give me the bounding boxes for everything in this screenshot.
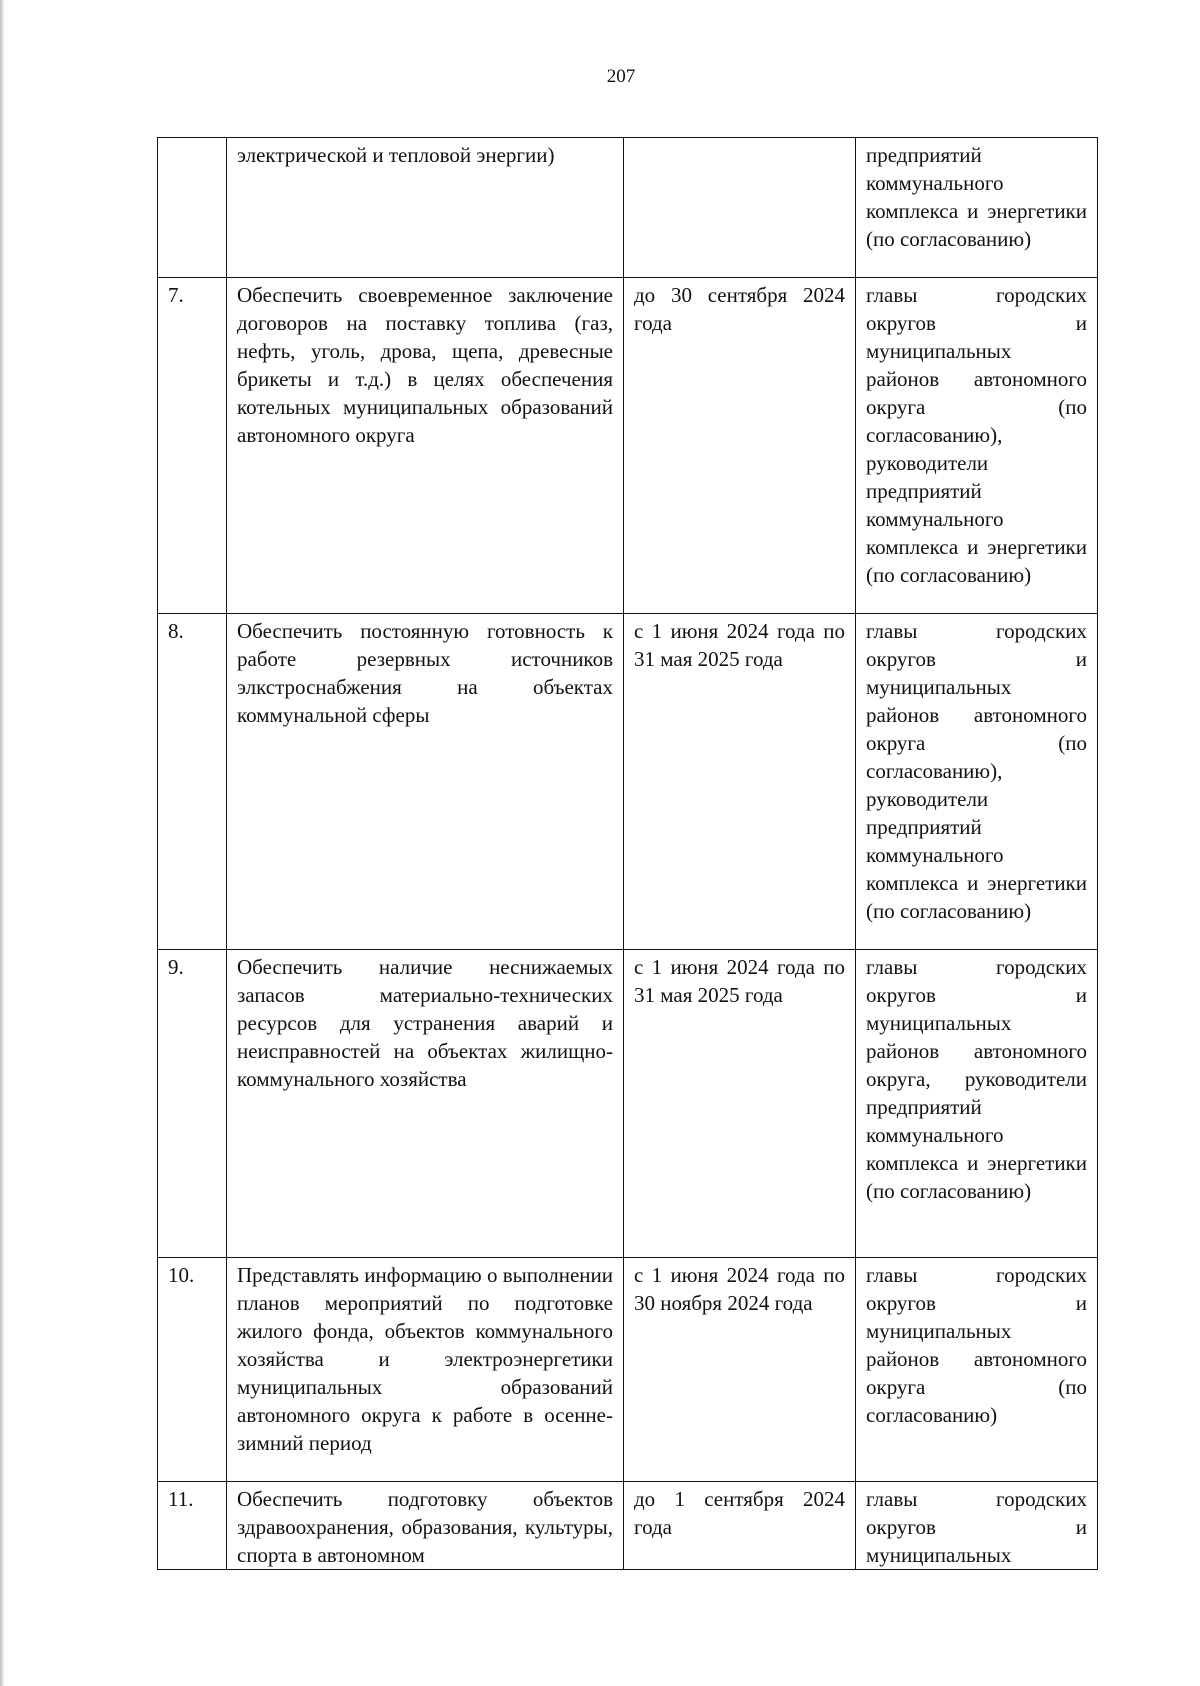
row-number: 10.	[158, 1258, 227, 1482]
measure-term: до 30 сентября 2024 года	[624, 278, 856, 614]
measure-text: Обеспечить наличие неснижаемых запасов материально-технических ресурсов для устранения аварий и неисправностей на объектах жилищно-коммунального хозяйства	[227, 950, 624, 1258]
measure-term: с 1 июня 2024 года по 31 мая 2025 года	[624, 950, 856, 1258]
measure-responsible: главы городских округов и муниципальных районов автономного округа, руководители предприятий коммунального комплекса и энергетики (по согласованию)	[856, 950, 1098, 1258]
table-row	[158, 278, 1098, 614]
table-row	[158, 1482, 1098, 1570]
row-number	[158, 138, 227, 278]
measure-text: электрической и тепловой энергии)	[227, 138, 624, 278]
row-number: 7.	[158, 278, 227, 614]
scan-edge	[0, 0, 5, 1686]
measure-responsible: главы городских округов и муниципальных районов автономного округа (по согласованию), руководители предприятий коммунального комплекса и энергетики (по согласованию)	[856, 278, 1098, 614]
measure-responsible: главы городских округов и муниципальных районов автономного округа (по согласованию), руководители предприятий коммунального комплекса и энергетики (по согласованию)	[856, 614, 1098, 950]
row-number: 11.	[158, 1482, 227, 1570]
measure-term	[624, 138, 856, 278]
table-row	[158, 138, 1098, 278]
table-row	[158, 1258, 1098, 1482]
measure-term: с 1 июня 2024 года по 30 ноября 2024 года	[624, 1258, 856, 1482]
page-number: 207	[606, 66, 636, 87]
measure-text: Обеспечить своевременное заключение договоров на поставку топлива (газ, нефть, уголь, дрова, щепа, древесные брикеты и т.д.) в целях обеспечения котельных муниципальных образований автономного округа	[227, 278, 624, 614]
table-row	[158, 614, 1098, 950]
measure-term: с 1 июня 2024 года по 31 мая 2025 года	[624, 614, 856, 950]
row-number: 8.	[158, 614, 227, 950]
measure-responsible: предприятий коммунального комплекса и энергетики (по согласованию)	[856, 138, 1098, 278]
measures-table	[157, 137, 1098, 1570]
measure-text: Обеспечить подготовку объектов здравоохранения, образования, культуры, спорта в автономном	[227, 1482, 624, 1570]
measure-text: Обеспечить постоянную готовность к работе резервных источников элкстроснабжения на объектах коммунальной сферы	[227, 614, 624, 950]
table-row	[158, 950, 1098, 1258]
measure-term: до 1 сентября 2024 года	[624, 1482, 856, 1570]
measure-responsible: главы городских округов и муниципальных районов автономного округа (по согласованию)	[856, 1258, 1098, 1482]
measure-text: Представлять информацию о выполнении планов мероприятий по подготовке жилого фонда, объектов коммунального хозяйства и электроэнергетики муниципальных образований автономного округа к работе в осенне-зимний период	[227, 1258, 624, 1482]
row-number: 9.	[158, 950, 227, 1258]
measure-responsible: главы городских округов и муниципальных	[856, 1482, 1098, 1570]
